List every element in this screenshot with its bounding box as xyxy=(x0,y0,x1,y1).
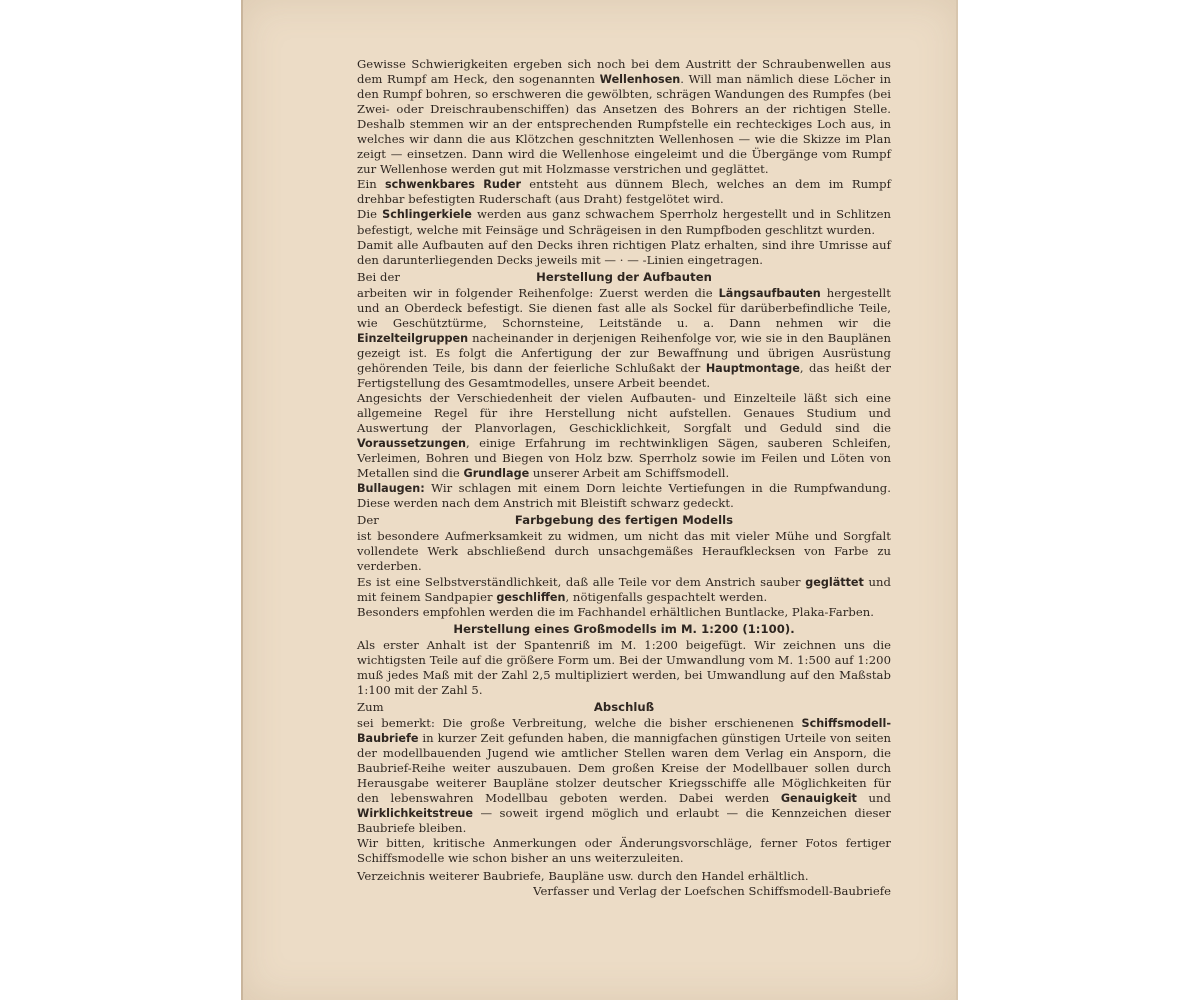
paragraph-angesichts: Angesichts der Verschiedenheit der vielen Aufbauten- und Einzelteile läßt sich eine allgemeine Regel für ihre Herstellung nicht aufstellen. Genaues Studium und Auswertung der Planvorlagen, Geschicklichkeit, Sorgfalt und Geduld sind die Voraussetzungen, einige Erfahrung im rechtwinkligen Sägen, sauberen Schleifen, Verleimen, Bohren und Biegen von Holz bzw. Sperrholz sowie im Feilen und Löten von Metallen sind die Grundlage unserer Arbeit am Schiffsmodell. xyxy=(357,390,891,481)
term-bullaugen: Bullaugen: xyxy=(357,482,425,496)
heading-title: Abschluß xyxy=(593,699,655,714)
paragraph-wellenhosen: Gewisse Schwierigkeiten ergeben sich noch bei dem Austritt der Schraubenwellen aus dem Rumpf am Heck, den sogenannten Wellenhosen. Will man nämlich diese Löcher in den Rumpf bohren, so erschweren die gewölbten, schrägen Wandungen des Rumpfes (bei Zwei- oder Dreischraubenschiffen) das Ansetzen des Bohrers an der richtigen Stelle. Deshalb stemmen wir an der entsprechenden Rumpfstelle ein rechteckiges Loch aus, in welches wir dann die aus Klötzchen geschnitzten Wellenhosen — wie die Skizze im Plan zeigt — einsetzen. Dann wird die Wellenhose eingeleimt und die Übergänge vom Rumpf zur Wellenhose werden gut mit Holzmasse verstrichen und geglättet. xyxy=(357,57,891,177)
term-schwenkbares-ruder: schwenkbares Ruder xyxy=(385,178,521,192)
term-wirklichkeitstreue: Wirklichkeitstreue xyxy=(357,807,473,821)
term-laengsaufbauten: Längsaufbauten xyxy=(718,286,821,300)
heading-title: Farbgebung des fertigen Modells xyxy=(514,513,734,528)
paragraph-bemerkt: sei bemerkt: Die große Verbreitung, welche die bisher erschienenen Schiffsmodell-Baubriefe in kurzer Zeit gefunden haben, die mannigfachen günstigen Urteile von seiten der modellbauenden Jugend wie amtlicher Stellen waren dem Verlag ein Ansporn, die Baubrief-Reihe weiter auszubauen. Dem großen Kreise der Modellbauer sollen durch Herausgabe weiterer Baupläne stolzer deutscher Kriegsschiffe alle Möglichkeiten für den lebenswahren Modellbau geboten werden. Dabei werden Genauigkeit und Wirklichkeitstreue — soweit irgend möglich und erlaubt — die Kennzeichen dieser Baubriefe bleiben. xyxy=(357,715,891,836)
paragraph-reihenfolge: arbeiten wir in folgender Reihenfolge: Zuerst werden die Längsaufbauten hergestellt und an Oberdeck befestigt. Sie dienen fast alle als Sockel für darüberbefindliche Teile, wie Geschütztürme, Schornsteine, Leitstände u. a. Dann nehmen wir die Einzelteilgruppen nacheinander in derjenigen Reihenfolge vor, wie sie in den Bauplänen gezeigt ist. Es folgt die Anfertigung der zur Bewaffnung und übrigen Ausrüstung gehörenden Teile, bis dann der feierliche Schlußakt der Hauptmontage, das heißt der Fertigstellung des Gesamtmodelles, unsere Arbeit beendet. xyxy=(357,285,892,390)
term-wellenhosen: Wellenhosen xyxy=(599,73,681,87)
paragraph-schlingerkiele: Die Schlingerkiele werden aus ganz schwachem Sperrholz hergestellt und in Schlitzen befestigt, welche mit Feinsäge und Schrägeisen in den Rumpfboden geschlitzt wurden. xyxy=(357,207,891,237)
term-schlingerkiele: Schlingerkiele xyxy=(382,208,472,222)
term-grundlage: Grundlage xyxy=(463,467,530,481)
paragraph-aufmerksamkeit: ist besondere Aufmerksamkeit zu widmen, um nicht das mit vieler Mühe und Sorgfalt vollendete Werk abschließend durch unsachgemäßes Heraufklecksen von Farbe zu verderben. xyxy=(357,529,891,574)
paragraph-ruder: Ein schwenkbares Ruder entsteht aus dünnem Blech, welches an dem im Rumpf drehbar befestigten Ruderschaft (aus Draht) festgelötet wird. xyxy=(357,177,891,207)
heading-lead-text: Bei der xyxy=(357,269,400,284)
term-hauptmontage: Hauptmontage xyxy=(705,361,800,375)
section-heading-farbgebung xyxy=(357,512,891,529)
paragraph-spantenriss: Als erster Anhalt ist der Spantenriß im M. 1:200 beigefügt. Wir zeichnen uns die wichtigsten Teile auf die größere Form um. Bei der Umwandlung vom M. 1:500 auf 1:200 muß jedes Maß mit der Zahl 2,5 multipliziert werden, bei Umwandlung auf den Maßstab 1:100 mit der Zahl 5. xyxy=(357,637,891,697)
document-text xyxy=(357,57,891,899)
heading-title: Herstellung der Aufbauten xyxy=(536,269,712,284)
heading-lead-text: Der xyxy=(357,513,379,528)
paragraph-verzeichnis: Verzeichnis weiterer Baubriefe, Baupläne usw. durch den Handel erhältlich. xyxy=(357,869,809,884)
section-heading-abschluss xyxy=(357,699,891,716)
term-schiffsmodell-baubriefe: Schiffsmodell-Baubriefe xyxy=(357,716,891,745)
section-heading-grossmodell xyxy=(357,621,891,638)
paragraph-bitten: Wir bitten, kritische Anmerkungen oder Änderungsvorschläge, ferner Fotos fertiger Schiffsmodelle wie schon bisher an uns weiterzuleiten. xyxy=(357,836,891,866)
term-geglaettet: geglättet xyxy=(805,575,864,589)
paragraph-bullaugen: Bullaugen: Wir schlagen mit einem Dorn leichte Vertiefungen in die Rumpfwandung. Diese werden nach dem Anstrich mit Bleistift schwarz gedeckt. xyxy=(357,481,891,511)
term-geschliffen: geschliffen xyxy=(496,590,566,604)
paragraph-selbstverstaendlich: Es ist eine Selbstverständlichkeit, daß alle Teile vor dem Anstrich sauber geglättet und mit feinem Sandpapier geschliffen, nötigenfalls gespachtelt werden. xyxy=(357,574,891,604)
paragraph-umrisse: Damit alle Aufbauten auf den Decks ihren richtigen Platz erhalten, sind ihre Umrisse auf den darunterliegenden Decks jeweils mit — · — -Linien eingetragen. xyxy=(357,237,891,267)
publisher-signoff: Verfasser und Verlag der Loefschen Schiffsmodell-Baubriefe xyxy=(533,884,891,899)
heading-title: Herstellung eines Großmodells im M. 1:200 (1:100). xyxy=(453,621,795,636)
paper-edge-right xyxy=(956,0,958,1000)
term-einzelteilgruppen: Einzelteilgruppen xyxy=(357,331,469,345)
section-heading-aufbauten xyxy=(357,269,891,286)
term-voraussetzungen: Voraussetzungen xyxy=(357,437,467,451)
paragraph-empfohlen: Besonders empfohlen werden die im Fachhandel erhältlichen Buntlacke, Plaka-Farben. xyxy=(357,604,874,619)
heading-lead-text: Zum xyxy=(357,699,384,714)
term-genauigkeit: Genauigkeit xyxy=(780,792,857,806)
